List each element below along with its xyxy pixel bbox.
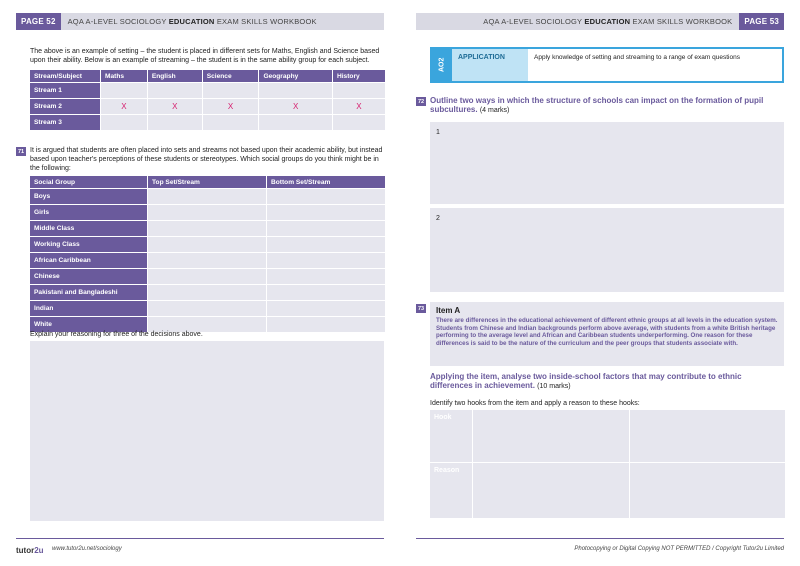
stream-table-row bbox=[30, 83, 385, 98]
ao-description: Apply knowledge of setting and streaming to a range of exam questions bbox=[534, 54, 740, 61]
header-title: AQA A-LEVEL SOCIOLOGY EDUCATION EXAM SKILLS WORKBOOK bbox=[483, 17, 733, 26]
social-group-label: White bbox=[30, 317, 147, 332]
page-number-label: PAGE 53 bbox=[739, 13, 784, 30]
group-table-column-header: Social Group bbox=[30, 176, 147, 188]
stream-cell[interactable] bbox=[203, 83, 259, 98]
stream-row-label: Stream 2 bbox=[30, 99, 100, 114]
group-table-row bbox=[30, 253, 385, 268]
group-table-row bbox=[30, 237, 385, 252]
question-71-text: It is argued that students are often placed into sets and streams not based upon their academic ability, but instead based upon teacher's perceptions of these students or stereotypes. Which social groups do you think might be in the following: bbox=[30, 147, 383, 172]
group-table-row bbox=[30, 221, 385, 236]
stream-table-column-header: Stream/Subject bbox=[30, 70, 100, 82]
hook-reason-table bbox=[429, 409, 786, 519]
reason-answer-cell-2[interactable] bbox=[630, 463, 785, 518]
item-a-box bbox=[430, 302, 784, 366]
top-set-cell[interactable] bbox=[148, 237, 266, 252]
social-group-label: Boys bbox=[30, 189, 147, 204]
top-set-cell[interactable] bbox=[148, 189, 266, 204]
header-title: AQA A-LEVEL SOCIOLOGY EDUCATION EXAM SKILLS WORKBOOK bbox=[67, 17, 317, 26]
bottom-set-cell[interactable] bbox=[267, 221, 385, 236]
intro-text: The above is an example of setting – the student is placed in different sets for Maths, English and Science based upon their ability. Below is an example of streaming – the student is in the same ability group for each subject. bbox=[30, 48, 380, 64]
stream-row-label: Stream 3 bbox=[30, 115, 100, 130]
stream-table-row bbox=[30, 115, 385, 130]
right-page bbox=[400, 0, 800, 566]
group-table-row bbox=[30, 205, 385, 220]
item-body: There are differences in the educational achievement of different ethnic groups at all levels in the education system. Students from Chinese and Indian backgrounds perform above average, with students from a white British heritage performing to the average level and African and Caribbean students underperforming. One reason for these differences is said to be the nature of the curriculum and the peer groups that students associate with. bbox=[436, 317, 778, 347]
stream-cell[interactable] bbox=[101, 115, 147, 130]
stream-cell[interactable] bbox=[101, 83, 147, 98]
answer-1-label: 1 bbox=[436, 129, 440, 136]
question-72-title: Outline two ways in which the structure of schools can impact on the formation of pupil subcultures. (4 marks) bbox=[430, 96, 764, 114]
tutor2u-logo: tutor2u bbox=[16, 546, 44, 555]
explain-instruction: Explain your reasoning for three of the decisions above. bbox=[30, 331, 203, 338]
bottom-set-cell[interactable] bbox=[267, 189, 385, 204]
footer-divider bbox=[416, 538, 784, 539]
bottom-set-cell[interactable] bbox=[267, 253, 385, 268]
item-title: Item A bbox=[436, 306, 461, 315]
question-73-number: 73 bbox=[417, 305, 425, 312]
stream-row-label: Stream 1 bbox=[30, 83, 100, 98]
ao-code: AO2 bbox=[432, 49, 452, 81]
top-set-cell[interactable] bbox=[148, 301, 266, 316]
page-header bbox=[16, 13, 384, 30]
reason-label: Reason bbox=[430, 463, 472, 518]
question-72-number: 72 bbox=[417, 98, 425, 105]
page-header bbox=[416, 13, 784, 30]
top-set-cell[interactable] bbox=[148, 221, 266, 236]
reason-answer-cell-1[interactable] bbox=[473, 463, 629, 518]
answer-2-label: 2 bbox=[436, 215, 440, 222]
explain-answer-box[interactable] bbox=[30, 341, 384, 521]
social-group-label: African Caribbean bbox=[30, 253, 147, 268]
top-set-cell[interactable] bbox=[148, 253, 266, 268]
top-set-cell[interactable] bbox=[148, 285, 266, 300]
social-group-label: Middle Class bbox=[30, 221, 147, 236]
hook-label: Hook bbox=[430, 410, 472, 462]
hooks-instruction: Identify two hooks from the item and apply a reason to these hooks: bbox=[430, 400, 640, 407]
footer-divider bbox=[16, 538, 384, 539]
ao-type: APPLICATION bbox=[452, 49, 528, 81]
bottom-set-cell[interactable] bbox=[267, 285, 385, 300]
stream-table bbox=[29, 69, 386, 131]
q72-answer-box-1[interactable] bbox=[430, 122, 784, 204]
stream-cell[interactable] bbox=[333, 115, 385, 130]
stream-cell[interactable] bbox=[259, 83, 332, 98]
hook-answer-cell-2[interactable] bbox=[630, 410, 785, 462]
social-group-label: Indian bbox=[30, 301, 147, 316]
stream-table-row bbox=[30, 99, 385, 114]
group-table-row bbox=[30, 301, 385, 316]
footer-url[interactable]: www.tutor2u.net/sociology bbox=[52, 546, 122, 552]
footer-copyright: Photocopying or Digital Copying NOT PERMITTED / Copyright Tutor2u Limited bbox=[574, 546, 784, 552]
hook-row bbox=[430, 410, 785, 462]
social-group-label: Chinese bbox=[30, 269, 147, 284]
stream-cell[interactable] bbox=[203, 115, 259, 130]
stream-cell[interactable]: X bbox=[333, 99, 385, 114]
stream-cell[interactable] bbox=[148, 83, 202, 98]
group-table-row bbox=[30, 285, 385, 300]
assessment-objective-box bbox=[430, 47, 784, 83]
bottom-set-cell[interactable] bbox=[267, 301, 385, 316]
reason-row bbox=[430, 463, 785, 518]
top-set-cell[interactable] bbox=[148, 269, 266, 284]
group-table-column-header: Bottom Set/Stream bbox=[267, 176, 385, 188]
question-73-title: Applying the item, analyse two inside-school factors that may contribute to ethnic differences in achievement. (10 marks) bbox=[430, 372, 742, 390]
stream-cell[interactable]: X bbox=[148, 99, 202, 114]
stream-cell[interactable]: X bbox=[203, 99, 259, 114]
group-table-row bbox=[30, 189, 385, 204]
stream-table-column-header: History bbox=[333, 70, 385, 82]
social-group-label: Working Class bbox=[30, 237, 147, 252]
stream-table-column-header: English bbox=[148, 70, 202, 82]
page-number-label: PAGE 52 bbox=[16, 13, 61, 30]
stream-cell[interactable]: X bbox=[259, 99, 332, 114]
question-71-number: 71 bbox=[17, 148, 25, 155]
stream-table-column-header: Geography bbox=[259, 70, 332, 82]
stream-cell[interactable] bbox=[259, 115, 332, 130]
hook-answer-cell-1[interactable] bbox=[473, 410, 629, 462]
stream-table-header bbox=[30, 70, 385, 82]
social-group-label: Pakistani and Bangladeshi bbox=[30, 285, 147, 300]
top-set-cell[interactable] bbox=[148, 205, 266, 220]
stream-table-column-header: Maths bbox=[101, 70, 147, 82]
group-table-row bbox=[30, 269, 385, 284]
stream-cell[interactable]: X bbox=[101, 99, 147, 114]
stream-table-column-header: Science bbox=[203, 70, 259, 82]
stream-cell[interactable] bbox=[148, 115, 202, 130]
bottom-set-cell[interactable] bbox=[267, 237, 385, 252]
bottom-set-cell[interactable] bbox=[267, 269, 385, 284]
stream-cell[interactable] bbox=[333, 83, 385, 98]
bottom-set-cell[interactable] bbox=[267, 317, 385, 332]
social-group-table bbox=[29, 175, 386, 333]
bottom-set-cell[interactable] bbox=[267, 205, 385, 220]
group-table-column-header: Top Set/Stream bbox=[148, 176, 266, 188]
q72-answer-box-2[interactable] bbox=[430, 208, 784, 292]
social-group-label: Girls bbox=[30, 205, 147, 220]
